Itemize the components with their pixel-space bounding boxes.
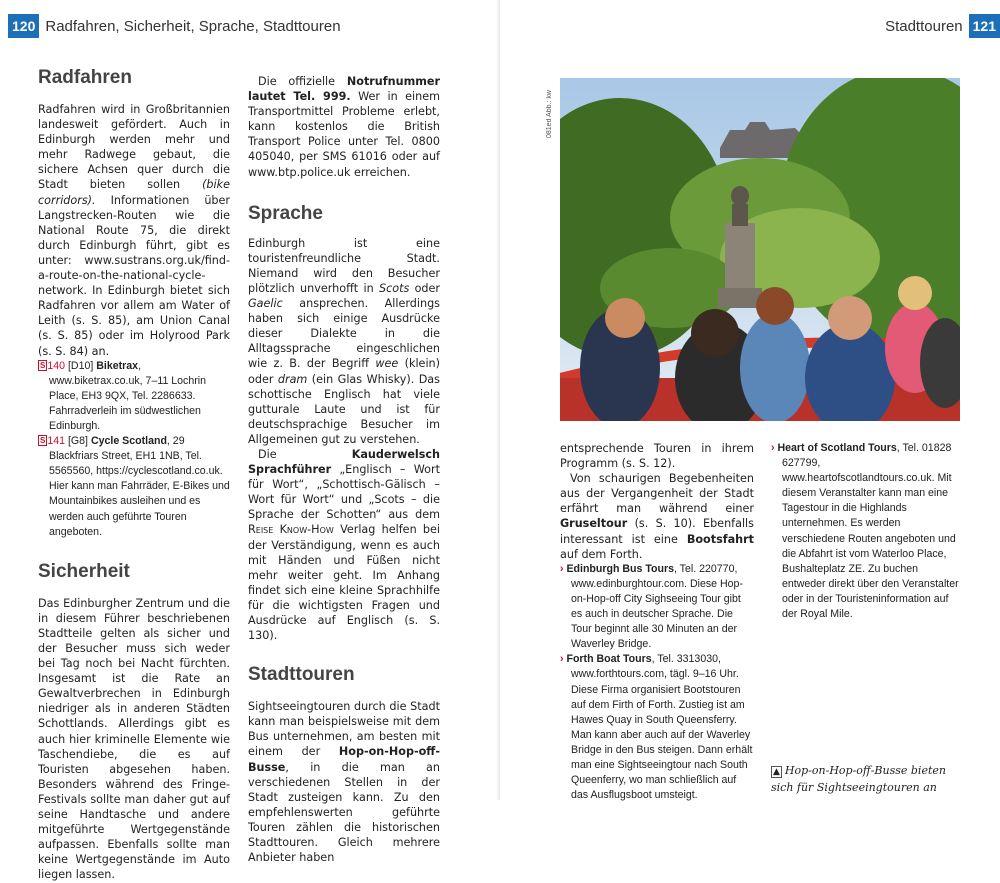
radfahren-text: Radfahren wird in Großbritannien landesweit gefördert. Auch in Edinburgh werden mehr und mehr Radwege gebaut, die sichere Achsen quer durch die Stadt bieten sollen (bike corridors). Informationen über Langstrecken-Routen wie die National Route 75, die direkt durch Edinburgh führt, gibt es unter: www.sustrans.org.uk/find-a-route-on-the-national-cycle-network. In Edinburgh bietet sich Radfahren vor allem am Water of Leith (s. S. 85), am Union Canal (s. S. 85) oder im Holyrood Park (s. S. 84) an.: [38, 103, 231, 358]
photo-illustration: [560, 78, 960, 421]
left-column-2: [248, 74, 440, 865]
notruf-text: Die offizielle Notrufnummer lautet Tel. 999. Wer in einem Transportmittel Probleme erlebt, kann kostenlos die British Transport Police unter Tel. 0800 405040, per SMS 61016 oder auf www.btp.police.uk erreichen.: [248, 75, 440, 179]
photo-reference-icon: ▲: [773, 767, 780, 777]
stadttouren-text: Sightseeingtouren durch die Stadt kann man beispielsweise mit dem Bus unternehmen, am besten mit einem der Hop-on-Hop-off-Busse, in die man an verschiedenen Stellen in der Stadt zusteigen kann. Zu den empfehlenswerten geführte Touren zählen die historischen Stadttouren. Gleich mehrere Anbieter haben: [248, 700, 440, 865]
heading-sprache: Sprache: [248, 202, 323, 224]
list-item-heart-of-scotland-tours: › Heart of Scotland Tours, Tel. 01828 627799, www.heartofscotlandtours.co.uk. Mit diesem Veranstalter kann man eine Tagestour in die Highlands unternehmen. Es werden verschiedene Routen angeboten und die Abfahrt ist vom Waterloo Place, Bushalteplatz ZE. Zu buchen entweder direkt über den Veranstalter oder in der Touristeninformation auf der Royal Mile.: [771, 442, 959, 621]
tour-entries: [560, 562, 754, 804]
list-item-edinburgh-bus-tours: › Edinburgh Bus Tours, Tel. 220770, www.edinburghtour.com. Diese Hop-on-Hop-off City Sighseeing Tour gibt es auch in deutscher Sprache. Die Tour beginnt alle 30 Minuten an der Waverley Bridge.: [560, 562, 743, 651]
running-head-right: [879, 14, 1000, 38]
heading-stadttouren: Stadttouren: [248, 664, 355, 686]
running-head-title-left: Radfahren, Sicherheit, Sprache, Stadttouren: [45, 17, 341, 35]
photo-caption: ▲ Hop-on-Hop-off-Busse bieten sich für Sightseeingtouren an: [771, 764, 946, 794]
arrow-icon: ›: [771, 442, 775, 454]
right-column-2: [771, 441, 963, 622]
sprache-text-1: Edinburgh ist eine touristenfreundliche Stadt. Niemand wird den Besucher plötzlich unverhofft in Scots oder Gaelic ansprechen. Allerdings haben sich einige Ausdrücke dieser Dialekte in die Alltagssprache eingeschlichen wie z. B. der Begriff wee (klein) oder dram (ein Glas Whisky). Das schottische Englisch hat viele gutturale Laute und ist für deutschsprachige Besucher im Allgemeinen gut zu verstehen.: [248, 236, 441, 446]
page-number-right: 121: [969, 14, 1000, 38]
heading-sicherheit: Sicherheit: [38, 560, 130, 582]
tour-entries-2: [771, 441, 963, 622]
gruseltour-text: Von schaurigen Begebenheiten aus der Vergangenheit der Stadt erfährt man während einer Gruseltour (s. S. 10). Ebenfalls interessant ist eine Bootsfahrt auf dem Forth.: [560, 472, 754, 561]
running-head-title-right: Stadttouren: [885, 17, 963, 35]
right-column-1: [560, 441, 754, 803]
photo-edinburgh-bus-tour: [560, 78, 960, 421]
list-item-cycle-scotland: S 141 [G8] Cycle Scotland, 29 Blackfriars Street, EH1 1NB, Tel. 5565560, https://cyclescotland.co.uk. Hier kann man Fahrräder, E-Bikes und Mountainbikes ausleihen und es werden auch geführte Touren angeboten.: [40, 435, 230, 538]
radfahren-entries: [38, 359, 230, 540]
left-column-1: [38, 66, 230, 883]
stadttouren-continued: entsprechende Touren in ihrem Programm (s. S. 12).: [560, 442, 754, 471]
left-page: [0, 0, 500, 882]
shop-marker-icon: S: [40, 436, 46, 446]
sprache-text-2: Die Kauderwelsch Sprachführer „Englisch – Wort für Wort“, „Schottisch-Gälisch – Wort für Wort“ und „Scots – die Sprache der Schotten“ aus dem Reise Know-How Verlag helfen bei der Verständigung, wenn es auch mit Händen und Füßen nicht mehr weiter geht. Im Anhang findet sich eine kleine Sprachhilfe für die wichtigsten Fragen und Ausdrücke auf Englisch (s. S. 130).: [248, 447, 441, 643]
list-item-biketrax: S 140 [D10] Biketrax, www.biketrax.co.uk, 7–11 Lochrin Place, EH3 9QX, Tel. 2286633. Fahrradverleih im südwestlichen Edinburgh.: [40, 359, 207, 432]
arrow-icon: ›: [560, 562, 564, 575]
shop-marker-icon: S: [40, 360, 46, 370]
list-item-forth-boat-tours: › Forth Boat Tours, Tel. 3313030, www.forthtours.com, tägl. 9–16 Uhr. Diese Firma organisiert Bootstouren auf dem Firth of Forth. Zustieg ist am Hawes Quay in South Queensferry. Man kann aber auch auf der Waverley Bridge in den Bus steigen. Dann erhält man eine Sightseeingtour nach South Queenferry, wo man schließlich auf das Ausflugsboot umsteigt.: [560, 653, 753, 802]
page-number-left: 120: [8, 14, 39, 38]
running-head-left: [8, 14, 347, 38]
arrow-icon: ›: [560, 653, 564, 666]
photo-credit: 081ed Abb.: kw: [546, 90, 553, 138]
heading-radfahren: Radfahren: [38, 67, 132, 88]
right-page: [500, 0, 1000, 800]
sicherheit-text: Das Edinburgher Zentrum und die in diesem Führer beschriebenen Stadtteile gelten als sicher und der Besucher muss sich weder bei Tag noch bei Nacht fürchten. Insgesamt ist die Rate an Gewaltverbrechen in Edinburgh niedriger als in anderen Städten Schottlands. Allerdings gibt es auch hier kriminelle Elemente wie Taschendiebe, die es auf Touristen abgesehen haben. Besonders während des Fringe-Festivals sollte man daher gut auf seine Handtasche und andere mitgeführte Wertgegenstände aufpassen. Ebenfalls sollte man keine Wertgegenstände im Auto liegen lassen.: [38, 596, 230, 882]
